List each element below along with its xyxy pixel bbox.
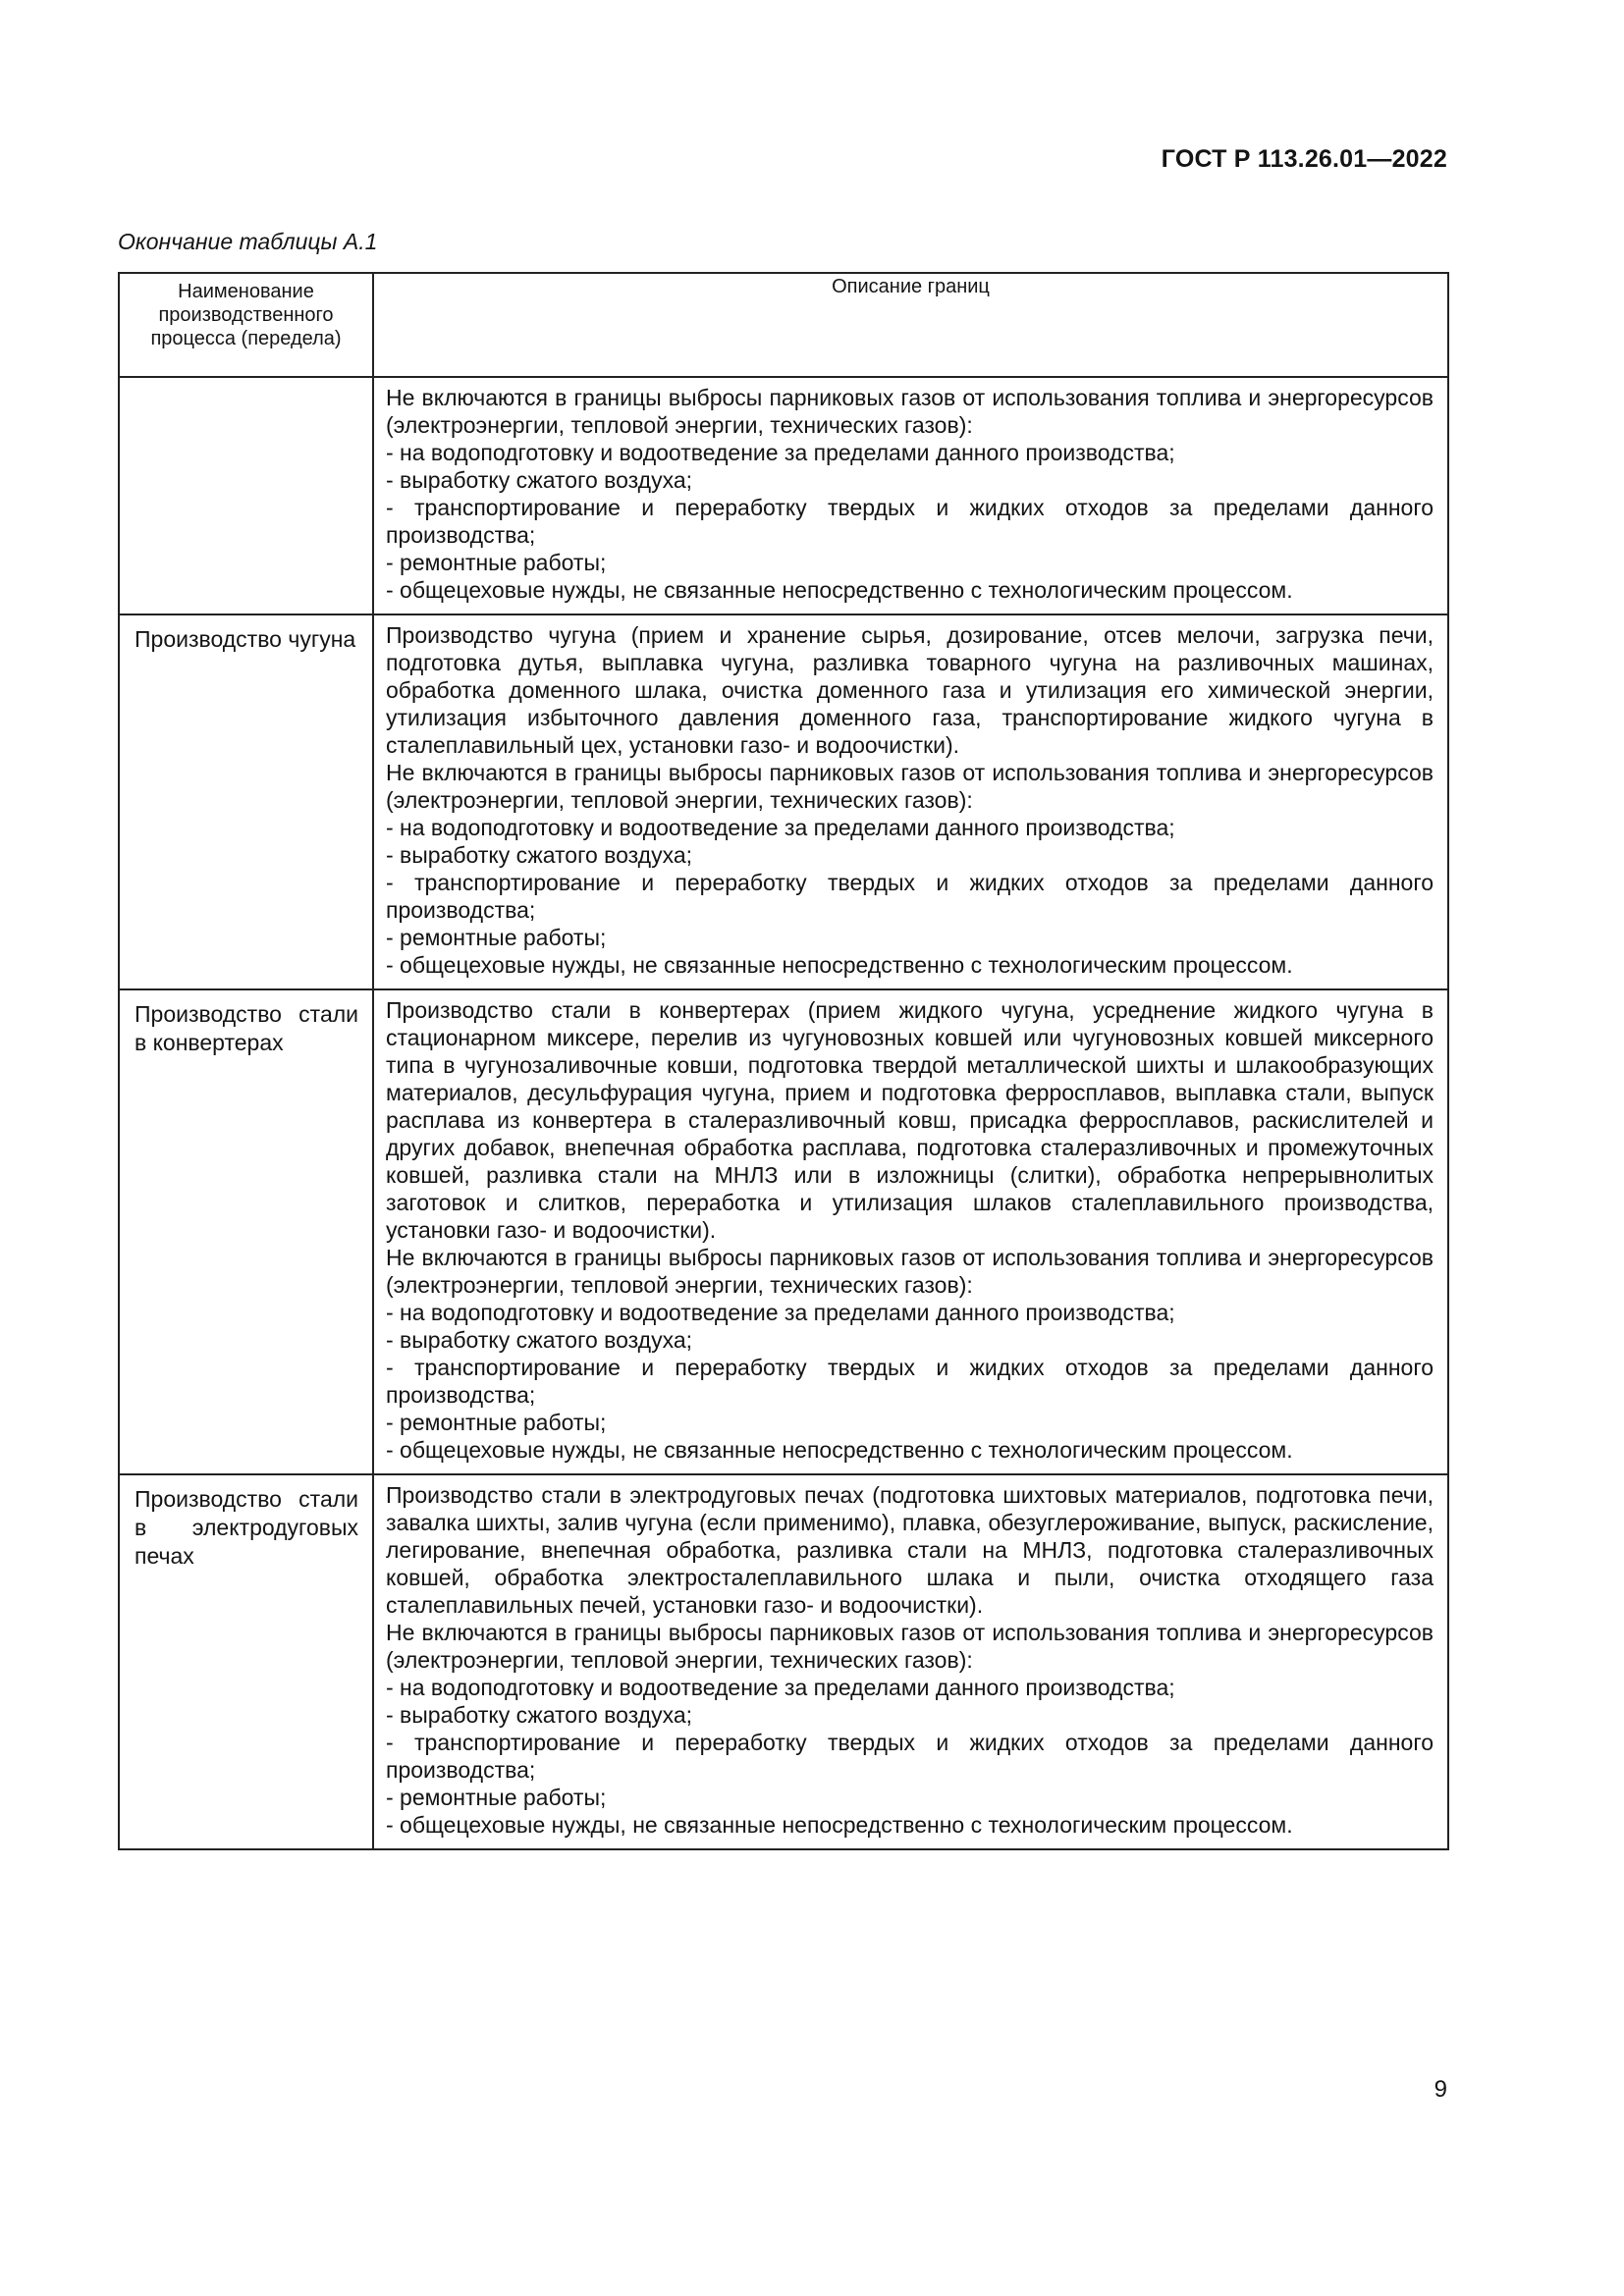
description-line: Производство стали в электродуговых печах (подготовка шихтовых материалов, подготовка печи, завалка шихты, залив чугуна (если применимо), плавка, обезуглероживание, выпуск, раскисление, легирование, внепечная обработка, разливка стали на МНЛЗ, подготовка сталеразливочных ковшей, обработка электросталеплавильного шлака и пыли, очистка отходящего газа сталеплавильных печей, установки газо- и водоочистки).	[386, 1482, 1434, 1618]
description-line: Производство стали в конвертерах (прием жидкого чугуна, усреднение жидкого чугуна в стационарном миксере, перелив из чугуновозных ковшей или чугуновозных ковшей миксерного типа в чугунозаливочные ковши, подготовка твердой металлической шихты и шлакообразующих материалов, десульфурация чугуна, прием и подготовка ферросплавов, выплавка стали, выпуск расплава из конвертера в сталеразливочный ковш, присадка ферросплавов, раскислителей и других добавок, внепечная обработка расплава, подготовка сталеразливочных и промежуточных ковшей, разливка стали на МНЛЗ или в изложницы (слитки), обработка непрерывнолитых заготовок и слитков, переработка и утилизация шлаков сталеплавильного производства, установки газо- и водоочистки).	[386, 997, 1434, 1243]
header-boundaries: Описание границ	[373, 273, 1448, 377]
table-row	[119, 614, 1448, 989]
table-header-row	[119, 273, 1448, 377]
description-cell	[373, 377, 1448, 614]
table-row	[119, 989, 1448, 1474]
description-line: - выработку сжатого воздуха;	[386, 1327, 693, 1353]
table-caption: Окончание таблицы А.1	[118, 229, 378, 254]
page-number: 9	[1434, 2076, 1447, 2103]
boundaries-table	[118, 272, 1449, 1850]
description-line: - на водоподготовку и водоотведение за пределами данного производства;	[386, 1300, 1175, 1325]
standard-designation: ГОСТ Р 113.26.01—2022	[1161, 145, 1447, 173]
description-line: - общецеховые нужды, не связанные непосредственно с технологическим процессом.	[386, 577, 1293, 603]
process-name-cell: Производство чугуна	[119, 614, 373, 989]
description-line: - транспортирование и переработку твердых и жидких отходов за пределами данного производства;	[386, 1730, 1434, 1783]
description-line: - на водоподготовку и водоотведение за пределами данного производства;	[386, 1675, 1175, 1700]
description-line: Не включаются в границы выбросы парниковых газов от использования топлива и энергоресурсов (электроэнергии, тепловой энергии, технических газов):	[386, 1620, 1434, 1673]
description-line: - выработку сжатого воздуха;	[386, 1702, 693, 1728]
process-name-cell: Производство стали в конвертерах	[119, 989, 373, 1474]
description-line: Не включаются в границы выбросы парниковых газов от использования топлива и энергоресурсов (электроэнергии, тепловой энергии, технических газов):	[386, 385, 1434, 438]
description-line: - ремонтные работы;	[386, 925, 607, 950]
description-line: - транспортирование и переработку твердых и жидких отходов за пределами данного производства;	[386, 870, 1434, 923]
description-line: - на водоподготовку и водоотведение за пределами данного производства;	[386, 440, 1175, 465]
description-line: - выработку сжатого воздуха;	[386, 842, 693, 868]
table-row	[119, 1474, 1448, 1849]
description-line: - общецеховые нужды, не связанные непосредственно с технологическим процессом.	[386, 1812, 1293, 1838]
description-line: - общецеховые нужды, не связанные непосредственно с технологическим процессом.	[386, 1437, 1293, 1463]
description-cell	[373, 989, 1448, 1474]
description-line: - общецеховые нужды, не связанные непосредственно с технологическим процессом.	[386, 952, 1293, 978]
process-name-cell	[119, 377, 373, 614]
description-line: - транспортирование и переработку твердых и жидких отходов за пределами данного производства;	[386, 1355, 1434, 1408]
description-line: Производство чугуна (прием и хранение сырья, дозирование, отсев мелочи, загрузка печи, подготовка дутья, выплавка чугуна, разливка товарного чугуна на разливочных машинах, обработка доменного шлака, очистка доменного газа и утилизация его химической энергии, утилизация избыточного давления доменного газа, транспортирование жидкого чугуна в сталеплавильный цех, установки газо- и водоочистки).	[386, 622, 1434, 758]
description-line: - транспортирование и переработку твердых и жидких отходов за пределами данного производства;	[386, 495, 1434, 548]
description-cell	[373, 1474, 1448, 1849]
description-line: - ремонтные работы;	[386, 550, 607, 575]
header-process: Наименование производственного процесса (передела)	[119, 273, 373, 377]
description-line: Не включаются в границы выбросы парниковых газов от использования топлива и энергоресурсов (электроэнергии, тепловой энергии, технических газов):	[386, 1245, 1434, 1298]
description-line: Не включаются в границы выбросы парниковых газов от использования топлива и энергоресурсов (электроэнергии, тепловой энергии, технических газов):	[386, 760, 1434, 813]
description-line: - выработку сжатого воздуха;	[386, 467, 693, 493]
description-line: - ремонтные работы;	[386, 1410, 607, 1435]
table-row	[119, 377, 1448, 614]
description-line: - ремонтные работы;	[386, 1785, 607, 1810]
process-name-cell: Производство стали в электродуговых печах	[119, 1474, 373, 1849]
description-cell	[373, 614, 1448, 989]
description-line: - на водоподготовку и водоотведение за пределами данного производства;	[386, 815, 1175, 840]
